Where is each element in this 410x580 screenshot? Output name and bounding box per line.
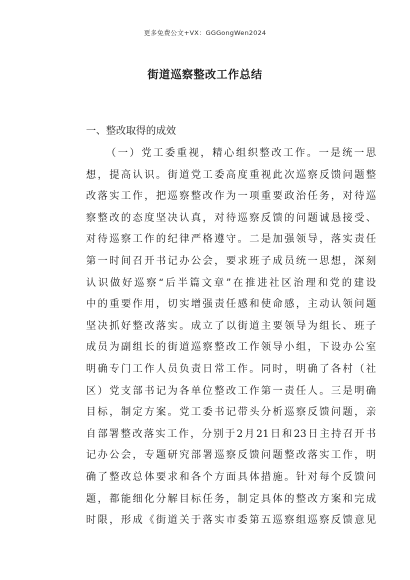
section-heading: 一、整改取得的成效 <box>86 126 176 137</box>
body-line: 改落实工作，把巡察整改作为一项重要政治任务，对待巡 <box>86 191 376 203</box>
document-title: 街道巡察整改工作总结 <box>147 68 263 81</box>
body-line: 成员为副组长的街道巡察整改工作领导小组，下设办公室 <box>86 342 376 354</box>
body-line: （一）党工委重视，精心组织整改工作。一是统一思 <box>106 148 376 159</box>
body-line: 明确专门工作人员负责日常工作。同时，明确了各村（社 <box>86 363 376 375</box>
body-line: 时限，形成《街道关于落实市委第五巡察组巡察反馈意见 <box>86 515 376 527</box>
body-line: 坚决抓好整改落实。成立了以街道主要领导为组长、班子 <box>86 320 376 332</box>
body-line: 记办公会，专题研究部署巡察反馈问题整改落实工作，明 <box>86 450 376 462</box>
body-line: 认识做好巡察“后半篇文章”在推进社区治理和党的建设 <box>86 277 376 289</box>
body-line: 第一时间召开书记办公会，要求班子成员统一思想，深刻 <box>86 255 376 267</box>
header-note: 更多免费公文+VX：GGGongWen2024 <box>143 29 267 37</box>
body-line: 想，提高认识。街道党工委高度重视此次巡察反馈问题整 <box>86 169 376 181</box>
body-line: 中的重要作用，切实增强责任感和使命感，主动认领问题 <box>86 299 376 311</box>
body-line: 对待巡察工作的纪律严格遵守。二是加强领导，落实责任 <box>86 234 376 246</box>
body-line: 目标，制定方案。党工委书记带头分析巡察反馈问题，亲 <box>86 407 376 419</box>
body-line: 区）党支部书记为各单位整改工作第一责任人。三是明确 <box>86 385 376 397</box>
body-line: 自部署整改落实工作，分别于2月21日和23日主持召开书 <box>86 428 376 440</box>
body-text <box>86 143 376 532</box>
body-line: 题，都能细化分解目标任务，制定具体的整改方案和完成 <box>86 493 376 505</box>
body-line: 察整改的态度坚决认真，对待巡察反馈的问题诚恳接受、 <box>86 212 376 224</box>
body-line: 确了整改总体要求和各个方面具体措施。针对每个反馈问 <box>86 471 376 483</box>
